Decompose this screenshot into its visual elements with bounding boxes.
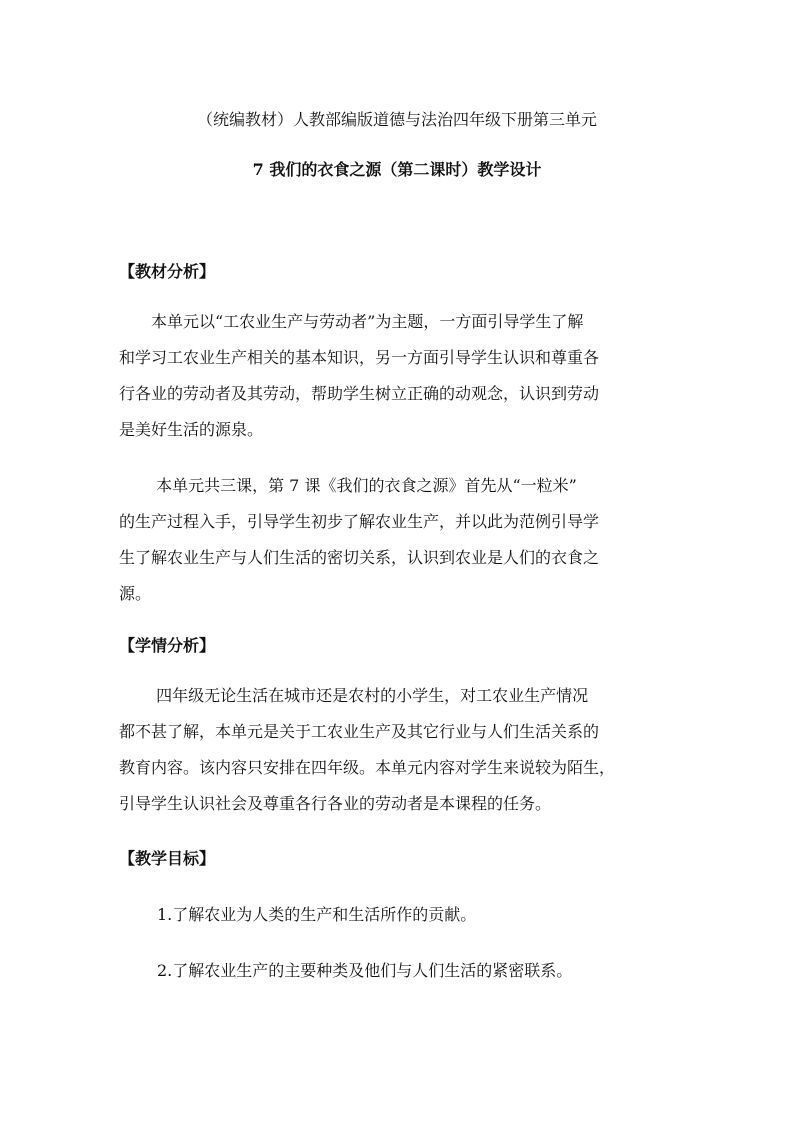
paragraph-line: 本单元以“工农业生产与劳动者”为主题，一方面引导学生了解 [119,312,584,331]
paragraph-line: 引导学生认识社会及尊重各行各业的劳动者是本课程的任务。 [119,794,552,813]
paragraph-line: 的生产过程入手，引导学生初步了解农业生产，并以此为范例引导学 [119,512,600,531]
paragraph-line: 行各业的劳动者及其劳动，帮助学生树立正确的动观念，认识到劳动 [119,384,600,403]
paragraph-line: 都不甚了解，本单元是关于工农业生产及其它行业与人们生活关系的 [119,722,600,741]
teaching-goal-item-2: 2.了解农业生产的主要种类及他们与人们生活的紧密联系。 [157,961,573,980]
paragraph-line: 教育内容。该内容只安排在四年级。本单元内容对学生来说较为陌生， [119,758,616,777]
paragraph-line: 是美好生活的源泉。 [119,420,264,439]
teaching-goal-item-1: 1.了解农业为人类的生产和生活所作的贡献。 [157,905,477,924]
paragraph-line: 本单元共三课，第 7 课《我们的衣食之源》首先从“一粒米” [119,476,577,495]
paragraph-textbook-analysis-2 [119,468,675,612]
paragraph-line: 源。 [119,584,152,603]
heading-teaching-goals: 【教学目标】 [119,849,216,868]
paragraph-line: 和学习工农业生产相关的基本知识，另一方面引导学生认识和尊重各 [119,348,600,367]
paragraph-student-analysis [119,678,675,822]
document-title-lesson: 7 我们的衣食之源（第二课时）教学设计 [252,160,542,179]
document-title-source: （统编教材）人教部编版道德与法治四年级下册第三单元 [196,110,597,129]
paragraph-textbook-analysis-1 [119,304,675,448]
heading-student-analysis: 【学情分析】 [119,636,216,655]
paragraph-line: 生了解农业生产与人们生活的密切关系，认识到农业是人们的衣食之 [119,548,600,567]
paragraph-line: 四年级无论生活在城市还是农村的小学生，对工农业生产情况 [119,686,589,705]
heading-textbook-analysis: 【教材分析】 [119,262,216,281]
